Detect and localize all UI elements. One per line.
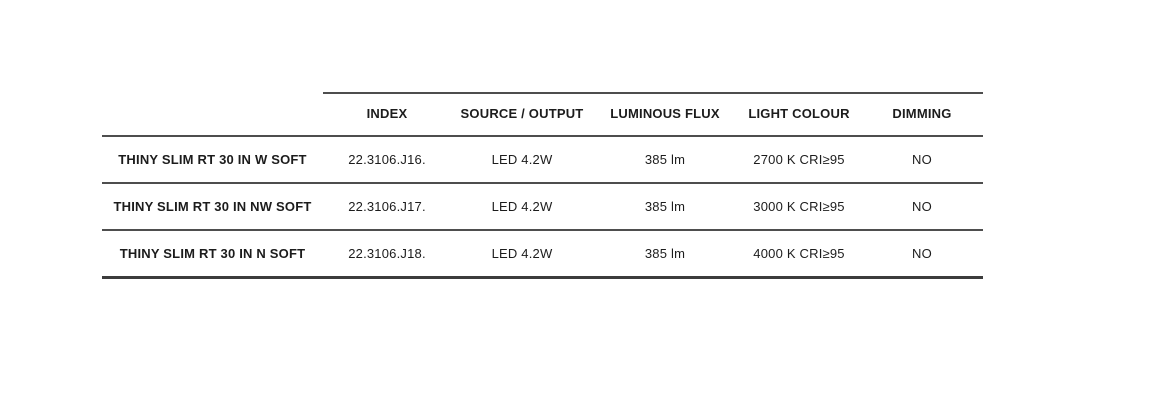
table-row [102,137,983,184]
table-body [102,137,983,279]
column-header-light_colour: LIGHT COLOUR [748,106,850,121]
column-header-index: INDEX [366,106,408,121]
table-top-rule [323,92,983,94]
cell-source_output: LED 4.2W [491,199,553,214]
column-header-dimming: DIMMING [892,106,952,121]
cell-name: THINY SLIM RT 30 IN NW SOFT [113,199,312,214]
cell-source_output: LED 4.2W [491,152,553,167]
cell-luminous_flux: 385 lm [644,246,686,261]
cell-light_colour: 4000 K CRI≥95 [753,246,845,261]
table-header-row [102,92,983,137]
column-header-source_output: SOURCE / OUTPUT [460,106,584,121]
product-spec-table [102,92,983,279]
cell-name: THINY SLIM RT 30 IN N SOFT [119,246,306,261]
cell-dimming: NO [912,199,932,214]
column-header-luminous_flux: LUMINOUS FLUX [610,106,720,121]
cell-index: 22.3106.J17. [348,199,426,214]
cell-name: THINY SLIM RT 30 IN W SOFT [118,152,307,167]
cell-luminous_flux: 385 lm [644,199,686,214]
cell-index: 22.3106.J18. [348,246,426,261]
cell-light_colour: 3000 K CRI≥95 [753,199,845,214]
cell-source_output: LED 4.2W [491,246,553,261]
cell-index: 22.3106.J16. [348,152,426,167]
table-row [102,231,983,279]
cell-dimming: NO [912,152,932,167]
cell-luminous_flux: 385 lm [644,152,686,167]
cell-light_colour: 2700 K CRI≥95 [753,152,845,167]
cell-dimming: NO [912,246,932,261]
column-header-name [102,92,323,135]
table-row [102,184,983,231]
